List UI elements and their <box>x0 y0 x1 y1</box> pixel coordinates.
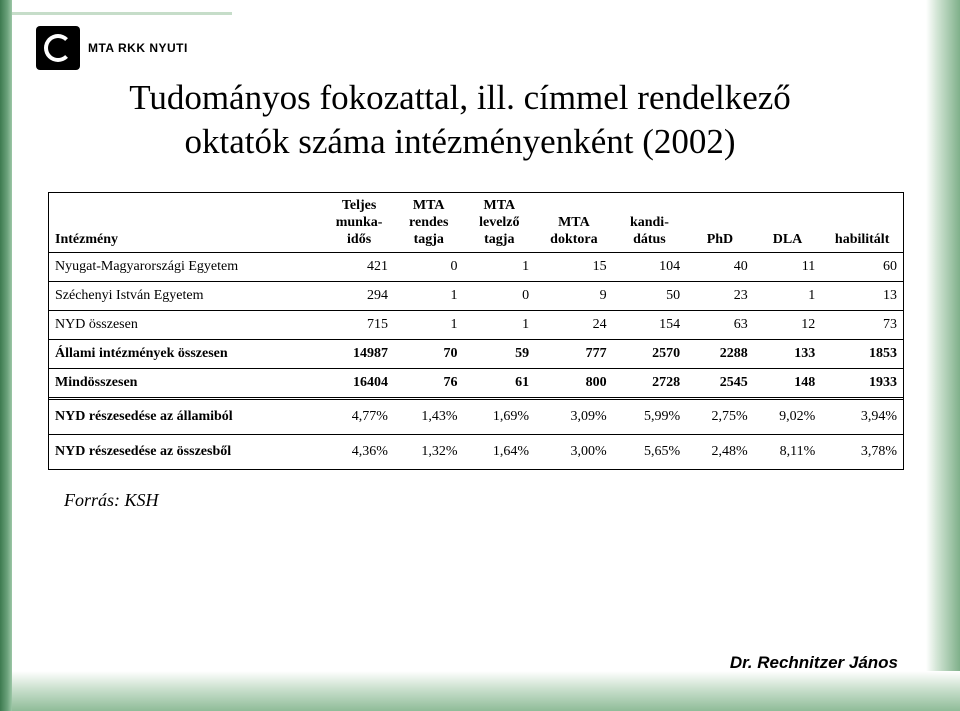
header-institution: Intézmény <box>55 232 118 247</box>
decorative-right-bar <box>926 0 960 711</box>
logo-text: MTA RKK NYUTI <box>88 41 188 55</box>
table-row: Mindösszesen 16404 76 61 800 2728 2545 148 1933 <box>49 369 903 399</box>
header-phd: PhD <box>706 232 734 247</box>
table-row: Állami intézmények összesen 14987 70 59 777 2570 2288 133 1853 <box>49 340 903 369</box>
data-table <box>49 193 903 469</box>
table-row: NYD összesen 715 1 1 24 154 63 12 73 <box>49 311 903 340</box>
decorative-top-rule <box>12 12 232 15</box>
logo <box>36 26 188 70</box>
table-row: NYD részesedése az államiból 4,77% 1,43% 1,69% 3,09% 5,99% 2,75% 9,02% 3,94% <box>49 399 903 435</box>
table-header-row <box>49 193 903 253</box>
table-row: NYD részesedése az összesből 4,36% 1,32% 1,64% 3,00% 5,65% 2,48% 8,11% 3,78% <box>49 435 903 470</box>
table-row: Széchenyi István Egyetem 294 1 0 9 50 23 1 13 <box>49 282 903 311</box>
header-candidate: kandi- dátus <box>629 215 669 247</box>
page-title <box>0 76 920 164</box>
data-table-frame <box>48 192 904 470</box>
title-line-2: oktatók száma intézményenként (2002) <box>184 122 736 161</box>
logo-mark-icon <box>36 26 80 70</box>
header-mta-corresponding-member: MTA levelző tagja <box>479 198 520 247</box>
header-mta-doctor: MTA doktora <box>550 215 598 247</box>
source-note: Forrás: KSH <box>64 490 159 510</box>
header-full-time: Teljes munka- idős <box>335 198 383 247</box>
title-line-1: Tudományos fokozattal, ill. címmel rendelkező <box>129 78 791 117</box>
header-mta-full-member: MTA rendes tagja <box>409 198 449 247</box>
author-signature: Dr. Rechnitzer János <box>729 653 898 672</box>
header-dla: DLA <box>772 232 803 247</box>
table-row: Nyugat-Magyarországi Egyetem 421 0 1 15 104 40 11 60 <box>55 259 897 274</box>
header-habilitated: habilitált <box>834 232 890 247</box>
decorative-bottom-bar <box>12 671 960 711</box>
